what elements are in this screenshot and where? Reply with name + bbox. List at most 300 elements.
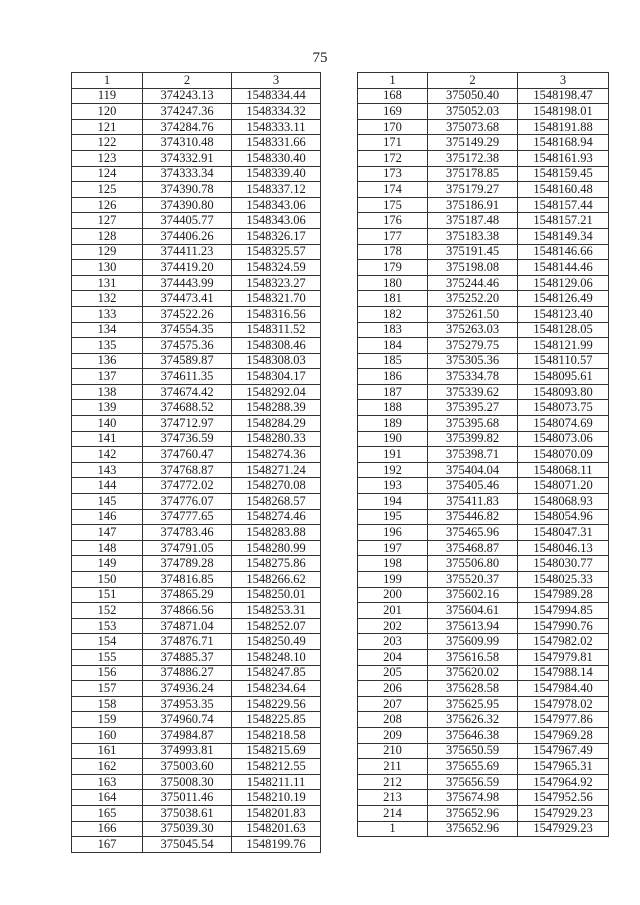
point-number-cell: 138 [72, 384, 143, 400]
table-row [358, 150, 609, 166]
table-row [358, 572, 609, 588]
y-coordinate-cell: 1547969.28 [518, 727, 609, 743]
table-row [358, 104, 609, 120]
y-coordinate-cell: 1548128.05 [518, 322, 609, 338]
table-row [72, 681, 321, 697]
x-coordinate-cell: 374310.48 [143, 135, 232, 151]
point-number-cell: 137 [72, 369, 143, 385]
y-coordinate-cell: 1548284.29 [232, 416, 321, 432]
x-coordinate-cell: 375395.68 [428, 416, 518, 432]
x-coordinate-cell: 374405.77 [143, 213, 232, 229]
x-coordinate-cell: 375011.46 [143, 790, 232, 806]
y-coordinate-cell: 1548331.66 [232, 135, 321, 151]
point-number-cell: 160 [72, 727, 143, 743]
table-row [72, 462, 321, 478]
y-coordinate-cell: 1548093.80 [518, 384, 609, 400]
x-coordinate-cell: 375052.03 [428, 104, 518, 120]
table-row [72, 618, 321, 634]
point-number-cell: 209 [358, 727, 428, 743]
point-number-cell: 184 [358, 338, 428, 354]
point-number-cell: 197 [358, 540, 428, 556]
table-row [72, 727, 321, 743]
point-number-cell: 131 [72, 275, 143, 291]
point-number-cell: 178 [358, 244, 428, 260]
x-coordinate-cell: 375520.37 [428, 572, 518, 588]
x-coordinate-cell: 375405.46 [428, 478, 518, 494]
y-coordinate-cell: 1548068.11 [518, 462, 609, 478]
table-row [72, 260, 321, 276]
table-row [358, 431, 609, 447]
table-row [358, 182, 609, 198]
point-number-cell: 212 [358, 774, 428, 790]
table-row [72, 416, 321, 432]
table-row [358, 119, 609, 135]
table-row [358, 649, 609, 665]
table-row [358, 540, 609, 556]
y-coordinate-cell: 1547929.23 [518, 805, 609, 821]
y-coordinate-cell: 1548218.58 [232, 727, 321, 743]
table-row [72, 384, 321, 400]
y-coordinate-cell: 1548321.70 [232, 291, 321, 307]
y-coordinate-cell: 1547982.02 [518, 634, 609, 650]
y-coordinate-cell: 1548198.01 [518, 104, 609, 120]
y-coordinate-cell: 1548316.56 [232, 306, 321, 322]
table-row [72, 587, 321, 603]
x-coordinate-cell: 374885.37 [143, 649, 232, 665]
table-row [358, 634, 609, 650]
y-coordinate-cell: 1548324.59 [232, 260, 321, 276]
point-number-cell: 159 [72, 712, 143, 728]
x-coordinate-cell: 374960.74 [143, 712, 232, 728]
y-coordinate-cell: 1547979.81 [518, 649, 609, 665]
column-header: 1 [358, 73, 428, 89]
table-row [358, 712, 609, 728]
y-coordinate-cell: 1548157.21 [518, 213, 609, 229]
y-coordinate-cell: 1547994.85 [518, 603, 609, 619]
point-number-cell: 200 [358, 587, 428, 603]
y-coordinate-cell: 1547978.02 [518, 696, 609, 712]
point-number-cell: 213 [358, 790, 428, 806]
point-number-cell: 152 [72, 603, 143, 619]
x-coordinate-cell: 374936.24 [143, 681, 232, 697]
x-coordinate-cell: 375149.29 [428, 135, 518, 151]
x-coordinate-cell: 375468.87 [428, 540, 518, 556]
table-row [72, 805, 321, 821]
y-coordinate-cell: 1548275.86 [232, 556, 321, 572]
point-number-cell: 125 [72, 182, 143, 198]
y-coordinate-cell: 1548025.33 [518, 572, 609, 588]
y-coordinate-cell: 1548070.09 [518, 447, 609, 463]
point-number-cell: 180 [358, 275, 428, 291]
y-coordinate-cell: 1548337.12 [232, 182, 321, 198]
x-coordinate-cell: 374865.29 [143, 587, 232, 603]
y-coordinate-cell: 1548343.06 [232, 213, 321, 229]
x-coordinate-cell: 375609.99 [428, 634, 518, 650]
y-coordinate-cell: 1548168.94 [518, 135, 609, 151]
y-coordinate-cell: 1548308.46 [232, 338, 321, 354]
table-row [358, 166, 609, 182]
point-number-cell: 153 [72, 618, 143, 634]
table-row [72, 275, 321, 291]
point-number-cell: 167 [72, 837, 143, 853]
y-coordinate-cell: 1548330.40 [232, 150, 321, 166]
x-coordinate-cell: 375404.04 [428, 462, 518, 478]
y-coordinate-cell: 1548215.69 [232, 743, 321, 759]
y-coordinate-cell: 1547952.56 [518, 790, 609, 806]
table-row [72, 166, 321, 182]
x-coordinate-cell: 375186.91 [428, 197, 518, 213]
point-number-cell: 185 [358, 353, 428, 369]
table-row [72, 603, 321, 619]
point-number-cell: 162 [72, 759, 143, 775]
point-number-cell: 161 [72, 743, 143, 759]
table-row [358, 462, 609, 478]
x-coordinate-cell: 375411.83 [428, 494, 518, 510]
point-number-cell: 194 [358, 494, 428, 510]
y-coordinate-cell: 1548304.17 [232, 369, 321, 385]
x-coordinate-cell: 375252.20 [428, 291, 518, 307]
y-coordinate-cell: 1548280.33 [232, 431, 321, 447]
table-row [358, 618, 609, 634]
point-number-cell: 165 [72, 805, 143, 821]
x-coordinate-cell: 374522.26 [143, 306, 232, 322]
x-coordinate-cell: 375674.98 [428, 790, 518, 806]
y-coordinate-cell: 1548146.66 [518, 244, 609, 260]
x-coordinate-cell: 374284.76 [143, 119, 232, 135]
y-coordinate-cell: 1547977.86 [518, 712, 609, 728]
x-coordinate-cell: 375616.58 [428, 649, 518, 665]
point-number-cell: 186 [358, 369, 428, 385]
table-row [358, 260, 609, 276]
y-coordinate-cell: 1547989.28 [518, 587, 609, 603]
x-coordinate-cell: 374772.02 [143, 478, 232, 494]
x-coordinate-cell: 375178.85 [428, 166, 518, 182]
y-coordinate-cell: 1548157.44 [518, 197, 609, 213]
point-number-cell: 190 [358, 431, 428, 447]
x-coordinate-cell: 375038.61 [143, 805, 232, 821]
table-row [358, 353, 609, 369]
point-number-cell: 207 [358, 696, 428, 712]
y-coordinate-cell: 1548325.57 [232, 244, 321, 260]
y-coordinate-cell: 1548343.06 [232, 197, 321, 213]
table-row [358, 821, 609, 837]
y-coordinate-cell: 1548211.11 [232, 774, 321, 790]
table-row [72, 649, 321, 665]
y-coordinate-cell: 1548271.24 [232, 462, 321, 478]
point-number-cell: 171 [358, 135, 428, 151]
y-coordinate-cell: 1548274.46 [232, 509, 321, 525]
point-number-cell: 188 [358, 400, 428, 416]
y-coordinate-cell: 1548201.83 [232, 805, 321, 821]
y-coordinate-cell: 1548326.17 [232, 228, 321, 244]
x-coordinate-cell: 374390.78 [143, 182, 232, 198]
x-coordinate-cell: 374736.59 [143, 431, 232, 447]
point-number-cell: 170 [358, 119, 428, 135]
x-coordinate-cell: 374984.87 [143, 727, 232, 743]
point-number-cell: 183 [358, 322, 428, 338]
x-coordinate-cell: 374688.52 [143, 400, 232, 416]
point-number-cell: 130 [72, 260, 143, 276]
x-coordinate-cell: 374554.35 [143, 322, 232, 338]
y-coordinate-cell: 1548333.11 [232, 119, 321, 135]
y-coordinate-cell: 1548253.31 [232, 603, 321, 619]
y-coordinate-cell: 1548068.93 [518, 494, 609, 510]
x-coordinate-cell: 375602.16 [428, 587, 518, 603]
table-row [72, 478, 321, 494]
y-coordinate-cell: 1548252.07 [232, 618, 321, 634]
point-number-cell: 198 [358, 556, 428, 572]
table-row [72, 540, 321, 556]
y-coordinate-cell: 1547964.92 [518, 774, 609, 790]
x-coordinate-cell: 374332.91 [143, 150, 232, 166]
y-coordinate-cell: 1547988.14 [518, 665, 609, 681]
point-number-cell: 133 [72, 306, 143, 322]
table-row [358, 790, 609, 806]
x-coordinate-cell: 375191.45 [428, 244, 518, 260]
x-coordinate-cell: 374473.41 [143, 291, 232, 307]
x-coordinate-cell: 375620.02 [428, 665, 518, 681]
point-number-cell: 203 [358, 634, 428, 650]
y-coordinate-cell: 1548160.48 [518, 182, 609, 198]
table-row [358, 306, 609, 322]
table-row [72, 228, 321, 244]
table-row [72, 182, 321, 198]
table-row [72, 790, 321, 806]
point-number-cell: 176 [358, 213, 428, 229]
y-coordinate-cell: 1548073.75 [518, 400, 609, 416]
y-coordinate-cell: 1548274.36 [232, 447, 321, 463]
y-coordinate-cell: 1548071.20 [518, 478, 609, 494]
y-coordinate-cell: 1548030.77 [518, 556, 609, 572]
y-coordinate-cell: 1548292.04 [232, 384, 321, 400]
y-coordinate-cell: 1548225.85 [232, 712, 321, 728]
point-number-cell: 206 [358, 681, 428, 697]
y-coordinate-cell: 1548283.88 [232, 525, 321, 541]
x-coordinate-cell: 374589.87 [143, 353, 232, 369]
y-coordinate-cell: 1548095.61 [518, 369, 609, 385]
table-row [72, 431, 321, 447]
x-coordinate-cell: 374575.36 [143, 338, 232, 354]
table-row [72, 743, 321, 759]
table-row [72, 322, 321, 338]
table-row [358, 275, 609, 291]
point-number-cell: 126 [72, 197, 143, 213]
x-coordinate-cell: 375399.82 [428, 431, 518, 447]
point-number-cell: 121 [72, 119, 143, 135]
point-number-cell: 146 [72, 509, 143, 525]
x-coordinate-cell: 375263.03 [428, 322, 518, 338]
table-row [358, 244, 609, 260]
table-row [72, 712, 321, 728]
x-coordinate-cell: 375187.48 [428, 213, 518, 229]
table-row [358, 494, 609, 510]
table-row [358, 384, 609, 400]
point-number-cell: 158 [72, 696, 143, 712]
y-coordinate-cell: 1548339.40 [232, 166, 321, 182]
table-row [72, 150, 321, 166]
x-coordinate-cell: 374760.47 [143, 447, 232, 463]
table-row [358, 665, 609, 681]
point-number-cell: 166 [72, 821, 143, 837]
x-coordinate-cell: 375179.27 [428, 182, 518, 198]
point-number-cell: 142 [72, 447, 143, 463]
table-row [72, 213, 321, 229]
y-coordinate-cell: 1547967.49 [518, 743, 609, 759]
x-coordinate-cell: 374768.87 [143, 462, 232, 478]
point-number-cell: 1 [358, 821, 428, 837]
y-coordinate-cell: 1548159.45 [518, 166, 609, 182]
table-row [72, 665, 321, 681]
x-coordinate-cell: 375172.38 [428, 150, 518, 166]
x-coordinate-cell: 374411.23 [143, 244, 232, 260]
x-coordinate-cell: 374777.65 [143, 509, 232, 525]
point-number-cell: 173 [358, 166, 428, 182]
y-coordinate-cell: 1548047.31 [518, 525, 609, 541]
point-number-cell: 123 [72, 150, 143, 166]
table-row [358, 447, 609, 463]
table-row [72, 572, 321, 588]
point-number-cell: 127 [72, 213, 143, 229]
table-row [72, 696, 321, 712]
x-coordinate-cell: 375261.50 [428, 306, 518, 322]
point-number-cell: 154 [72, 634, 143, 650]
x-coordinate-cell: 375506.80 [428, 556, 518, 572]
x-coordinate-cell: 375008.30 [143, 774, 232, 790]
table-row [72, 494, 321, 510]
point-number-cell: 128 [72, 228, 143, 244]
point-number-cell: 148 [72, 540, 143, 556]
point-number-cell: 144 [72, 478, 143, 494]
table-row [358, 556, 609, 572]
x-coordinate-cell: 375465.96 [428, 525, 518, 541]
column-header: 3 [232, 73, 321, 89]
table-row [358, 213, 609, 229]
x-coordinate-cell: 374247.36 [143, 104, 232, 120]
x-coordinate-cell: 374783.46 [143, 525, 232, 541]
table-row [358, 509, 609, 525]
y-coordinate-cell: 1548248.10 [232, 649, 321, 665]
point-number-cell: 157 [72, 681, 143, 697]
point-number-cell: 201 [358, 603, 428, 619]
point-number-cell: 151 [72, 587, 143, 603]
y-coordinate-cell: 1547984.40 [518, 681, 609, 697]
table-row [358, 416, 609, 432]
table-row [72, 774, 321, 790]
y-coordinate-cell: 1548110.57 [518, 353, 609, 369]
point-number-cell: 164 [72, 790, 143, 806]
table-row [72, 634, 321, 650]
x-coordinate-cell: 375003.60 [143, 759, 232, 775]
point-number-cell: 141 [72, 431, 143, 447]
table-row [72, 369, 321, 385]
table-row [72, 306, 321, 322]
point-number-cell: 177 [358, 228, 428, 244]
column-header: 2 [428, 73, 518, 89]
y-coordinate-cell: 1548229.56 [232, 696, 321, 712]
x-coordinate-cell: 374611.35 [143, 369, 232, 385]
x-coordinate-cell: 374791.05 [143, 540, 232, 556]
point-number-cell: 210 [358, 743, 428, 759]
x-coordinate-cell: 374789.28 [143, 556, 232, 572]
y-coordinate-cell: 1548308.03 [232, 353, 321, 369]
y-coordinate-cell: 1548123.40 [518, 306, 609, 322]
y-coordinate-cell: 1548129.06 [518, 275, 609, 291]
y-coordinate-cell: 1548121.99 [518, 338, 609, 354]
x-coordinate-cell: 374674.42 [143, 384, 232, 400]
point-number-cell: 205 [358, 665, 428, 681]
point-number-cell: 150 [72, 572, 143, 588]
table-row [358, 759, 609, 775]
x-coordinate-cell: 375613.94 [428, 618, 518, 634]
x-coordinate-cell: 375334.78 [428, 369, 518, 385]
table-row [72, 509, 321, 525]
x-coordinate-cell: 375073.68 [428, 119, 518, 135]
y-coordinate-cell: 1548144.46 [518, 260, 609, 276]
point-number-cell: 204 [358, 649, 428, 665]
x-coordinate-cell: 375446.82 [428, 509, 518, 525]
y-coordinate-cell: 1548126.49 [518, 291, 609, 307]
x-coordinate-cell: 374871.04 [143, 618, 232, 634]
point-number-cell: 134 [72, 322, 143, 338]
y-coordinate-cell: 1548212.55 [232, 759, 321, 775]
table-row [72, 353, 321, 369]
y-coordinate-cell: 1548266.62 [232, 572, 321, 588]
table-row [358, 774, 609, 790]
point-number-cell: 169 [358, 104, 428, 120]
y-coordinate-cell: 1548270.08 [232, 478, 321, 494]
y-coordinate-cell: 1548268.57 [232, 494, 321, 510]
table-row [358, 727, 609, 743]
table-row [358, 338, 609, 354]
table-row [358, 135, 609, 151]
point-number-cell: 129 [72, 244, 143, 260]
x-coordinate-cell: 375646.38 [428, 727, 518, 743]
point-number-cell: 175 [358, 197, 428, 213]
table-row [72, 525, 321, 541]
point-number-cell: 122 [72, 135, 143, 151]
table-row [358, 88, 609, 104]
point-number-cell: 147 [72, 525, 143, 541]
y-coordinate-cell: 1548074.69 [518, 416, 609, 432]
point-number-cell: 193 [358, 478, 428, 494]
y-coordinate-cell: 1548234.64 [232, 681, 321, 697]
point-number-cell: 120 [72, 104, 143, 120]
point-number-cell: 119 [72, 88, 143, 104]
x-coordinate-cell: 374866.56 [143, 603, 232, 619]
coordinates-table-right [357, 72, 609, 837]
x-coordinate-cell: 375045.54 [143, 837, 232, 853]
point-number-cell: 168 [358, 88, 428, 104]
x-coordinate-cell: 375625.95 [428, 696, 518, 712]
x-coordinate-cell: 375198.08 [428, 260, 518, 276]
table-row [72, 291, 321, 307]
column-header: 3 [518, 73, 609, 89]
x-coordinate-cell: 375279.75 [428, 338, 518, 354]
point-number-cell: 143 [72, 462, 143, 478]
page-number: 75 [312, 50, 328, 66]
x-coordinate-cell: 375395.27 [428, 400, 518, 416]
table-row [358, 525, 609, 541]
table-row [358, 587, 609, 603]
point-number-cell: 135 [72, 338, 143, 354]
y-coordinate-cell: 1548250.49 [232, 634, 321, 650]
x-coordinate-cell: 375656.59 [428, 774, 518, 790]
x-coordinate-cell: 374876.71 [143, 634, 232, 650]
y-coordinate-cell: 1548210.19 [232, 790, 321, 806]
table-row [72, 556, 321, 572]
x-coordinate-cell: 375652.96 [428, 821, 518, 837]
point-number-cell: 139 [72, 400, 143, 416]
